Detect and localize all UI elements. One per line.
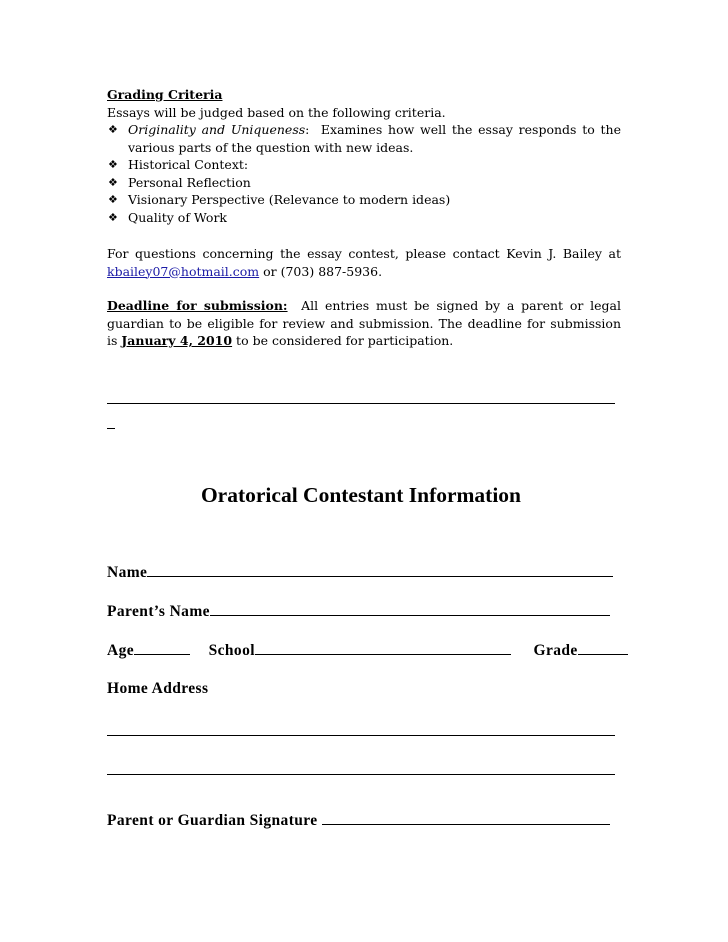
parent-name-field[interactable] <box>107 602 610 622</box>
home-address-line-2[interactable] <box>107 774 615 775</box>
criteria-label: Historical Context: <box>128 157 249 172</box>
name-field[interactable] <box>107 563 613 583</box>
grading-criteria-heading: Grading Criteria <box>107 87 223 102</box>
grade-label: Grade <box>533 642 578 659</box>
email-link[interactable]: kbailey07@hotmail.com <box>107 263 260 279</box>
criteria-item-historical-context <box>107 156 621 174</box>
diamond-bullet-icon: ❖ <box>108 123 118 136</box>
diamond-bullet-icon: ❖ <box>108 158 118 171</box>
school-label: School <box>208 642 255 659</box>
grade-input-line[interactable] <box>578 642 628 655</box>
age-label: Age <box>107 642 135 659</box>
contact-phone: or (703) 887-5936. <box>259 263 383 279</box>
age-input-line[interactable] <box>134 642 190 655</box>
criteria-item-originality <box>107 121 625 156</box>
deadline-label: Deadline for submission: <box>107 298 288 313</box>
home-address-label: Home Address <box>107 680 209 697</box>
diamond-bullet-icon: ❖ <box>108 210 118 224</box>
diamond-bullet-icon: ❖ <box>108 193 118 206</box>
form-title: Oratorical Contestant Information <box>200 483 522 507</box>
criteria-list <box>107 121 625 226</box>
school-input-line[interactable] <box>255 642 511 655</box>
criteria-label: Visionary Perspective (Relevance to modern ideas) <box>128 192 451 207</box>
criteria-item-quality-of-work <box>107 209 621 227</box>
age-school-grade-row <box>107 641 628 661</box>
separator-line-continuation <box>107 428 115 429</box>
diamond-bullet-icon: ❖ <box>108 175 118 189</box>
grading-criteria-section <box>107 86 625 226</box>
deadline-paragraph <box>107 297 625 350</box>
deadline-date: January 4, 2010 <box>121 333 233 348</box>
signature-field[interactable] <box>107 811 610 831</box>
criteria-label: Originality and Uniqueness <box>128 122 306 137</box>
home-address-line-1[interactable] <box>107 735 615 736</box>
parent-name-label: Parent’s Name <box>107 603 210 620</box>
criteria-description: Examines how well the essay responds to the various parts of the question with new ideas. <box>128 122 625 155</box>
name-input-line[interactable] <box>147 564 613 577</box>
criteria-item-personal-reflection <box>107 174 621 192</box>
signature-label: Parent or Guardian Signature <box>107 812 318 829</box>
grading-criteria-intro: Essays will be judged based on the following criteria. <box>107 104 446 120</box>
criteria-item-visionary-perspective <box>107 191 621 209</box>
criteria-label-suffix: : <box>305 122 310 137</box>
separator-line <box>107 403 615 404</box>
deadline-text-after: to be considered for participation. <box>232 333 454 348</box>
deadline-text-before: All entries must be signed by a parent or legal guardian to be eligible for review and submission. The deadline for submission is <box>107 298 625 348</box>
contact-text: For questions concerning the essay contest, please contact Kevin J. Bailey at <box>107 246 621 261</box>
criteria-label: Personal Reflection <box>128 174 251 190</box>
criteria-label: Quality of Work <box>128 209 228 225</box>
contact-paragraph <box>107 245 621 280</box>
signature-input-line[interactable] <box>322 812 610 825</box>
parent-name-input-line[interactable] <box>210 603 610 616</box>
name-label: Name <box>107 564 148 581</box>
